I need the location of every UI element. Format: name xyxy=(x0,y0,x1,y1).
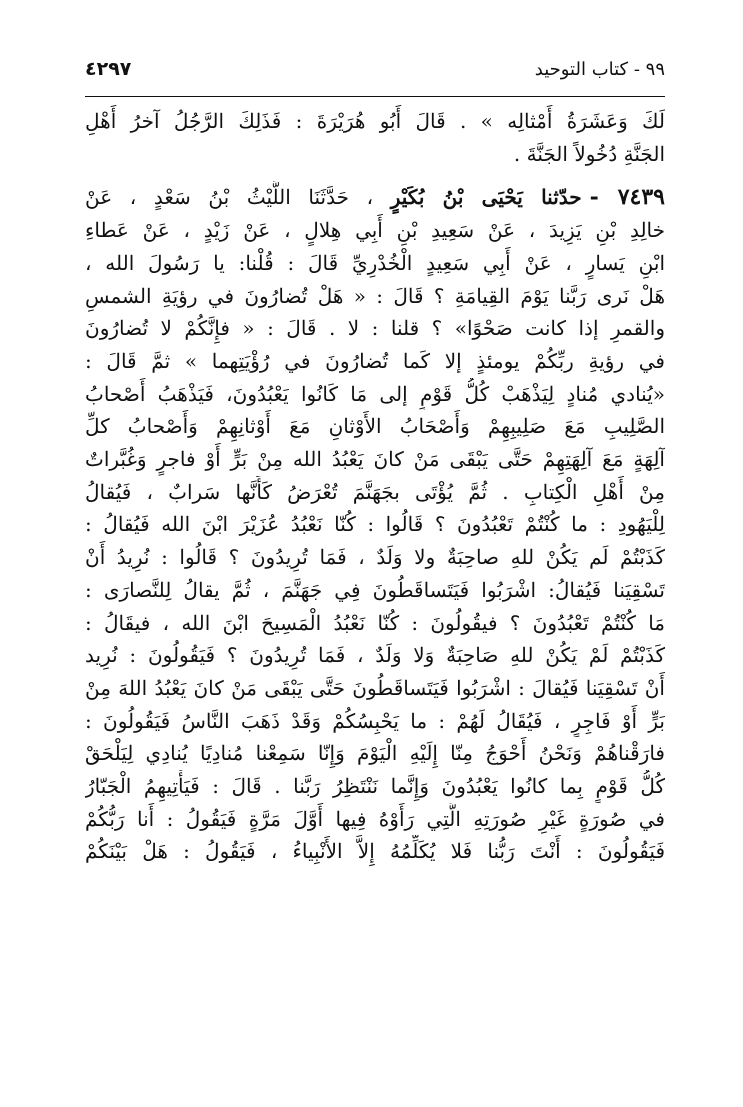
text-line: بَرٍّ أَوْ فَاجِرٍ ، فَيُقَالُ لَهُمْ : ما يَحْبِسُكُمْ وَقَدْ ذَهَبَ النَّاسُ فَيَقُولُونَ : xyxy=(85,708,665,733)
text-line: كَذَبْتُمْ لَمْ يَكُنْ للهِ صَاحِبَةٌ وَلا وَلَدٌ ، فَمَا تُرِيدُونَ ؟ فَيَقُولُونَ : نُرِيد xyxy=(85,643,665,668)
text-line: فارَقْناهُمْ وَنَحْنُ أَحْوَجُ مِنّا إِلَيْهِ الْيَوْمَ وَإِنّا سَمِعْنا مُنادِيًا يُنادِي لِيَلْحَقْ xyxy=(85,741,665,766)
text-line: مِنْ أَهْلِ الْكِتابِ . ثُمَّ يُؤْتَى بجَهَنَّمَ تُعْرَضُ كَأَنَّها سَرابٌ ، فَيُقالُ xyxy=(85,479,665,504)
hadith-7439 xyxy=(85,181,665,868)
text-line: الجَنَّةِ دُخُولاً الجَنَّةَ . xyxy=(513,141,665,166)
text-line: فَيَقُولُونَ : أَنْتَ رَبُّنا فَلا يُكَلِّمُهُ إِلاَّ الأَنْبِياءُ ، فَيَقُولُ : هَلْ بَيْنَكُمْ xyxy=(85,839,665,864)
text-line: والقمرِ إذا كانت صَحْوًا» ؟ قلنا : لا . قَالَ : « فإِنَّكُمْ لا تُضارُونَ xyxy=(85,316,665,341)
hadith-first-line-rest: ، حَدَّثَنَا اللَّيْثُ بْنُ سَعْدٍ ، عَنْ xyxy=(85,185,374,210)
text-line: أَنْ تَسْقِيَنا فَيُقالَ : اشْرَبُوا فَيَتَساقَطُونَ حَتَّى يَبْقَى مَنْ كانَ يَعْبُدُ اللهَ مِنْ xyxy=(85,675,665,700)
page-header xyxy=(85,58,665,92)
text-line: آلِهَةٍ مَعَ آلِهَتِهِمْ حَتَّى يَبْقَى مَنْ كانَ يَعْبُدُ الله مِنْ بَرٍّ أَوْ فاجرٍ وَغُبَّراتٌ xyxy=(85,447,665,472)
text-line: تَسْقِيَنا فَيُقالُ: اشْرَبُوا فَيَتَساقَطُونَ فِي جَهَنَّمَ ، ثُمَّ يقالُ لِلنَّصارَى : xyxy=(85,577,665,602)
text-line: الصَّلِيبِ مَعَ صَلِيبِهِمْ وَأَصْحَابُ الأَوْثانِ مَعَ أَوْثانِهِمْ وَأَصْحابُ كلِّ xyxy=(85,414,665,439)
text-line: خالِدِ بْنِ يَزِيدَ ، عَنْ سَعِيدِ بْنِ أَبِي هِلالٍ ، عَنْ زَيْدٍ ، عَنْ عَطاءِ xyxy=(85,218,665,243)
book-page xyxy=(85,58,665,868)
running-title: ٩٩ - كتاب التوحيد xyxy=(534,59,665,80)
text-line: في رؤيةِ ربِّكُمْ يومئذٍ إلا كَما تُضارُونَ في رُؤْيَتِهما » ثمَّ قَالَ : xyxy=(85,348,665,373)
text-line: لَكَ وَعَشَرَةُ أَمْثالِه » . قَالَ أَبُو هُرَيْرَةَ : فَذَلِكَ الرَّجُلُ آخرُ أَهْلِ xyxy=(85,109,665,133)
text-line: «يُنادي مُنادٍ لِيَذْهَبْ كُلُّ قَوْمٍ إلى مَا كَانُوا يَعْبُدُونَ، فَيَذْهَبُ أَصْحابُ xyxy=(85,381,665,406)
text-line: مَا كُنْتُمْ تَعْبُدُونَ ؟ فيقُولُونَ : كُنّا نَعْبُدُ الْمَسِيحَ ابْنَ الله ، فيقَالُ : xyxy=(85,610,665,635)
text-line: في صُورَةٍ غَيْرِ صُورَتِهِ الَّتِي رَأَوْهُ فِيها أَوَّلَ مَرَّةٍ فَيَقُولُ : أَنا رَبُّكُمْ xyxy=(85,806,665,831)
text-line: لِلْيَهُودِ : ما كُنْتُمْ تَعْبُدُونَ ؟ قَالُوا : كُنّا نَعْبُدُ عُزَيْرَ ابْنَ الله فَيُقالُ : xyxy=(85,512,665,537)
text-line: كَذَبْتُمْ لَم يَكُنْ للهِ صاحِبَةٌ ولا وَلَدٌ ، فَمَا تُرِيدُونَ ؟ قَالُوا : نُرِيدُ أَنْ xyxy=(85,545,665,570)
text-line: هَلْ نَرى رَبَّنا يَوْمَ القِيامَةِ ؟ قَالَ : « هَلْ تُضارُونَ في رؤيَةِ الشمسِ xyxy=(85,283,665,308)
previous-hadith-ending xyxy=(85,105,665,170)
text-line: كُلُّ قَوْمٍ بِما كانُوا يَعْبُدُونَ وَإِنَّما نَنْتَظِرُ رَبَّنا . قَالَ : فَيَأْتِيهِمُ الْجَبّارُ xyxy=(85,774,665,799)
header-rule xyxy=(85,96,665,97)
hadith-opening-narrator: حدّثنا يَحْيَى بْنُ بُكَيْرٍ xyxy=(390,185,582,210)
hadith-first-line xyxy=(85,181,665,214)
text-line: ابْنِ يَسارٍ ، عَنْ أَبِي سَعِيدٍ الْخُدْرِيِّ قَالَ : قُلْنا: يا رَسُولَ الله ، xyxy=(85,250,665,275)
hadith-number: ٧٤٣٩ - xyxy=(589,184,665,211)
page-number: ٤٢٩٧ xyxy=(85,58,132,80)
